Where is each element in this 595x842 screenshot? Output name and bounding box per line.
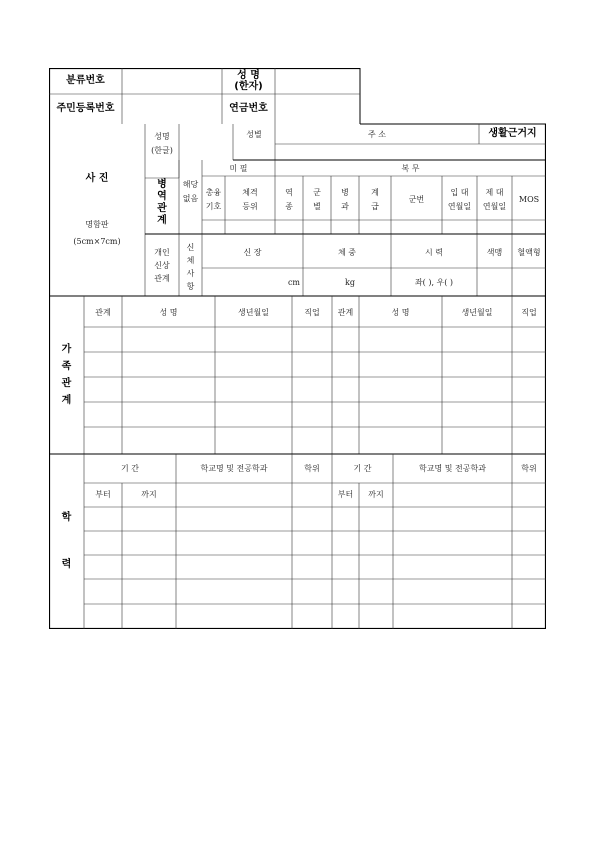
name-hangul-label-2: (한글) — [151, 146, 173, 155]
gender-label: 성별 — [246, 130, 262, 139]
mil-col-8b: 연월일 — [447, 202, 472, 211]
mil-col-4b: 별 — [313, 202, 321, 211]
form-grid — [49, 68, 546, 629]
edu-period-header: 기 간 — [121, 464, 139, 473]
blood-type-label: 혈액형 — [517, 248, 541, 257]
family-relation-header-2: 관계 — [337, 308, 354, 317]
family-name-header-2: 성 명 — [391, 308, 410, 317]
photo-note-size: 명함판 — [85, 220, 109, 229]
education-title-2: 력 — [61, 559, 72, 570]
body-sub-2: 체 — [186, 256, 195, 265]
mil-col-9a: 제 대 — [485, 188, 504, 197]
family-name-header: 성 명 — [159, 308, 178, 317]
class-no-label: 분류번호 — [66, 75, 105, 86]
name-hanja-label-1: 성 명 — [237, 70, 260, 81]
mil-col-6a: 계 — [371, 188, 379, 197]
family-title-1: 가 — [61, 344, 72, 355]
edu-to-label-2: 까지 — [368, 490, 384, 499]
mil-col-8a: 입 대 — [450, 188, 469, 197]
weight-unit: kg — [345, 278, 355, 287]
edu-period-header-2: 기 간 — [353, 464, 372, 473]
resident-no-label: 주민등록번호 — [56, 103, 115, 114]
color-blind-label: 색맹 — [486, 248, 503, 257]
education-title-1: 학 — [61, 512, 72, 523]
name-hangul-label-1: 성명 — [154, 132, 170, 141]
served-label: 복 무 — [401, 164, 420, 173]
vision-value: 좌( ), 우( ) — [414, 278, 454, 287]
pension-no-label: 연금번호 — [229, 103, 268, 114]
military-title-1: 병 — [157, 179, 167, 190]
edu-to-label: 까지 — [141, 490, 157, 499]
mil-col-2a: 체격 — [242, 188, 258, 197]
mil-col-5a: 병 — [341, 188, 349, 197]
residence-label: 생활근거지 — [488, 128, 537, 139]
mil-col-1b: 기호 — [205, 202, 222, 211]
height-unit: cm — [287, 278, 301, 287]
family-birth-header: 생년월일 — [238, 308, 269, 317]
photo-note-dim: (5cm×7cm) — [73, 237, 121, 246]
mil-col-5b: 과 — [341, 202, 349, 211]
family-title-4: 계 — [61, 395, 72, 406]
mil-col-mos: MOS — [518, 195, 540, 204]
military-title-3: 관 — [157, 203, 167, 214]
edu-school-header-2: 학교명 및 전공학과 — [419, 464, 486, 473]
family-birth-header-2: 생년월일 — [461, 308, 493, 317]
family-job-header-2: 직업 — [521, 308, 537, 317]
mil-col-6b: 급 — [371, 202, 379, 211]
body-title-1: 개인 — [154, 248, 170, 257]
family-title-2: 족 — [61, 361, 72, 372]
mil-col-9b: 연월일 — [482, 202, 507, 211]
mil-col-4a: 군 — [313, 188, 321, 197]
body-sub-3: 사 — [186, 269, 195, 278]
edu-from-label-2: 부터 — [337, 490, 354, 499]
resume-form — [49, 68, 546, 629]
height-label: 신 장 — [243, 248, 262, 257]
body-title-2: 신상 — [154, 261, 170, 270]
mil-col-1a: 총융 — [205, 188, 222, 197]
body-sub-1: 신 — [186, 243, 195, 252]
vision-label: 시 력 — [425, 248, 443, 257]
body-sub-4: 항 — [186, 282, 195, 291]
family-title-3: 관 — [61, 378, 72, 389]
mil-col-3b: 종 — [285, 202, 293, 211]
military-title-2: 역 — [157, 191, 167, 202]
photo-title: 사 진 — [85, 173, 109, 184]
mil-col-3a: 역 — [285, 188, 293, 197]
body-title-3: 관계 — [154, 274, 170, 283]
weight-label: 체 중 — [338, 248, 356, 257]
not-applicable-1: 해당 — [182, 180, 199, 189]
not-applicable-2: 없음 — [182, 194, 199, 203]
family-job-header: 직업 — [304, 308, 320, 317]
edu-school-header: 학교명 및 전공학과 — [200, 464, 268, 473]
address-label: 주 소 — [368, 130, 386, 139]
military-title-4: 계 — [157, 215, 167, 226]
mil-col-2b: 등위 — [242, 202, 258, 211]
unserved-label: 미 필 — [229, 164, 248, 173]
name-hanja-label-2: (한자) — [234, 81, 263, 92]
edu-from-label: 부터 — [95, 490, 111, 499]
mil-col-7: 군번 — [408, 195, 425, 204]
edu-degree-header-2: 학위 — [521, 464, 537, 473]
family-relation-header: 관계 — [95, 308, 111, 317]
edu-degree-header: 학위 — [304, 464, 320, 473]
